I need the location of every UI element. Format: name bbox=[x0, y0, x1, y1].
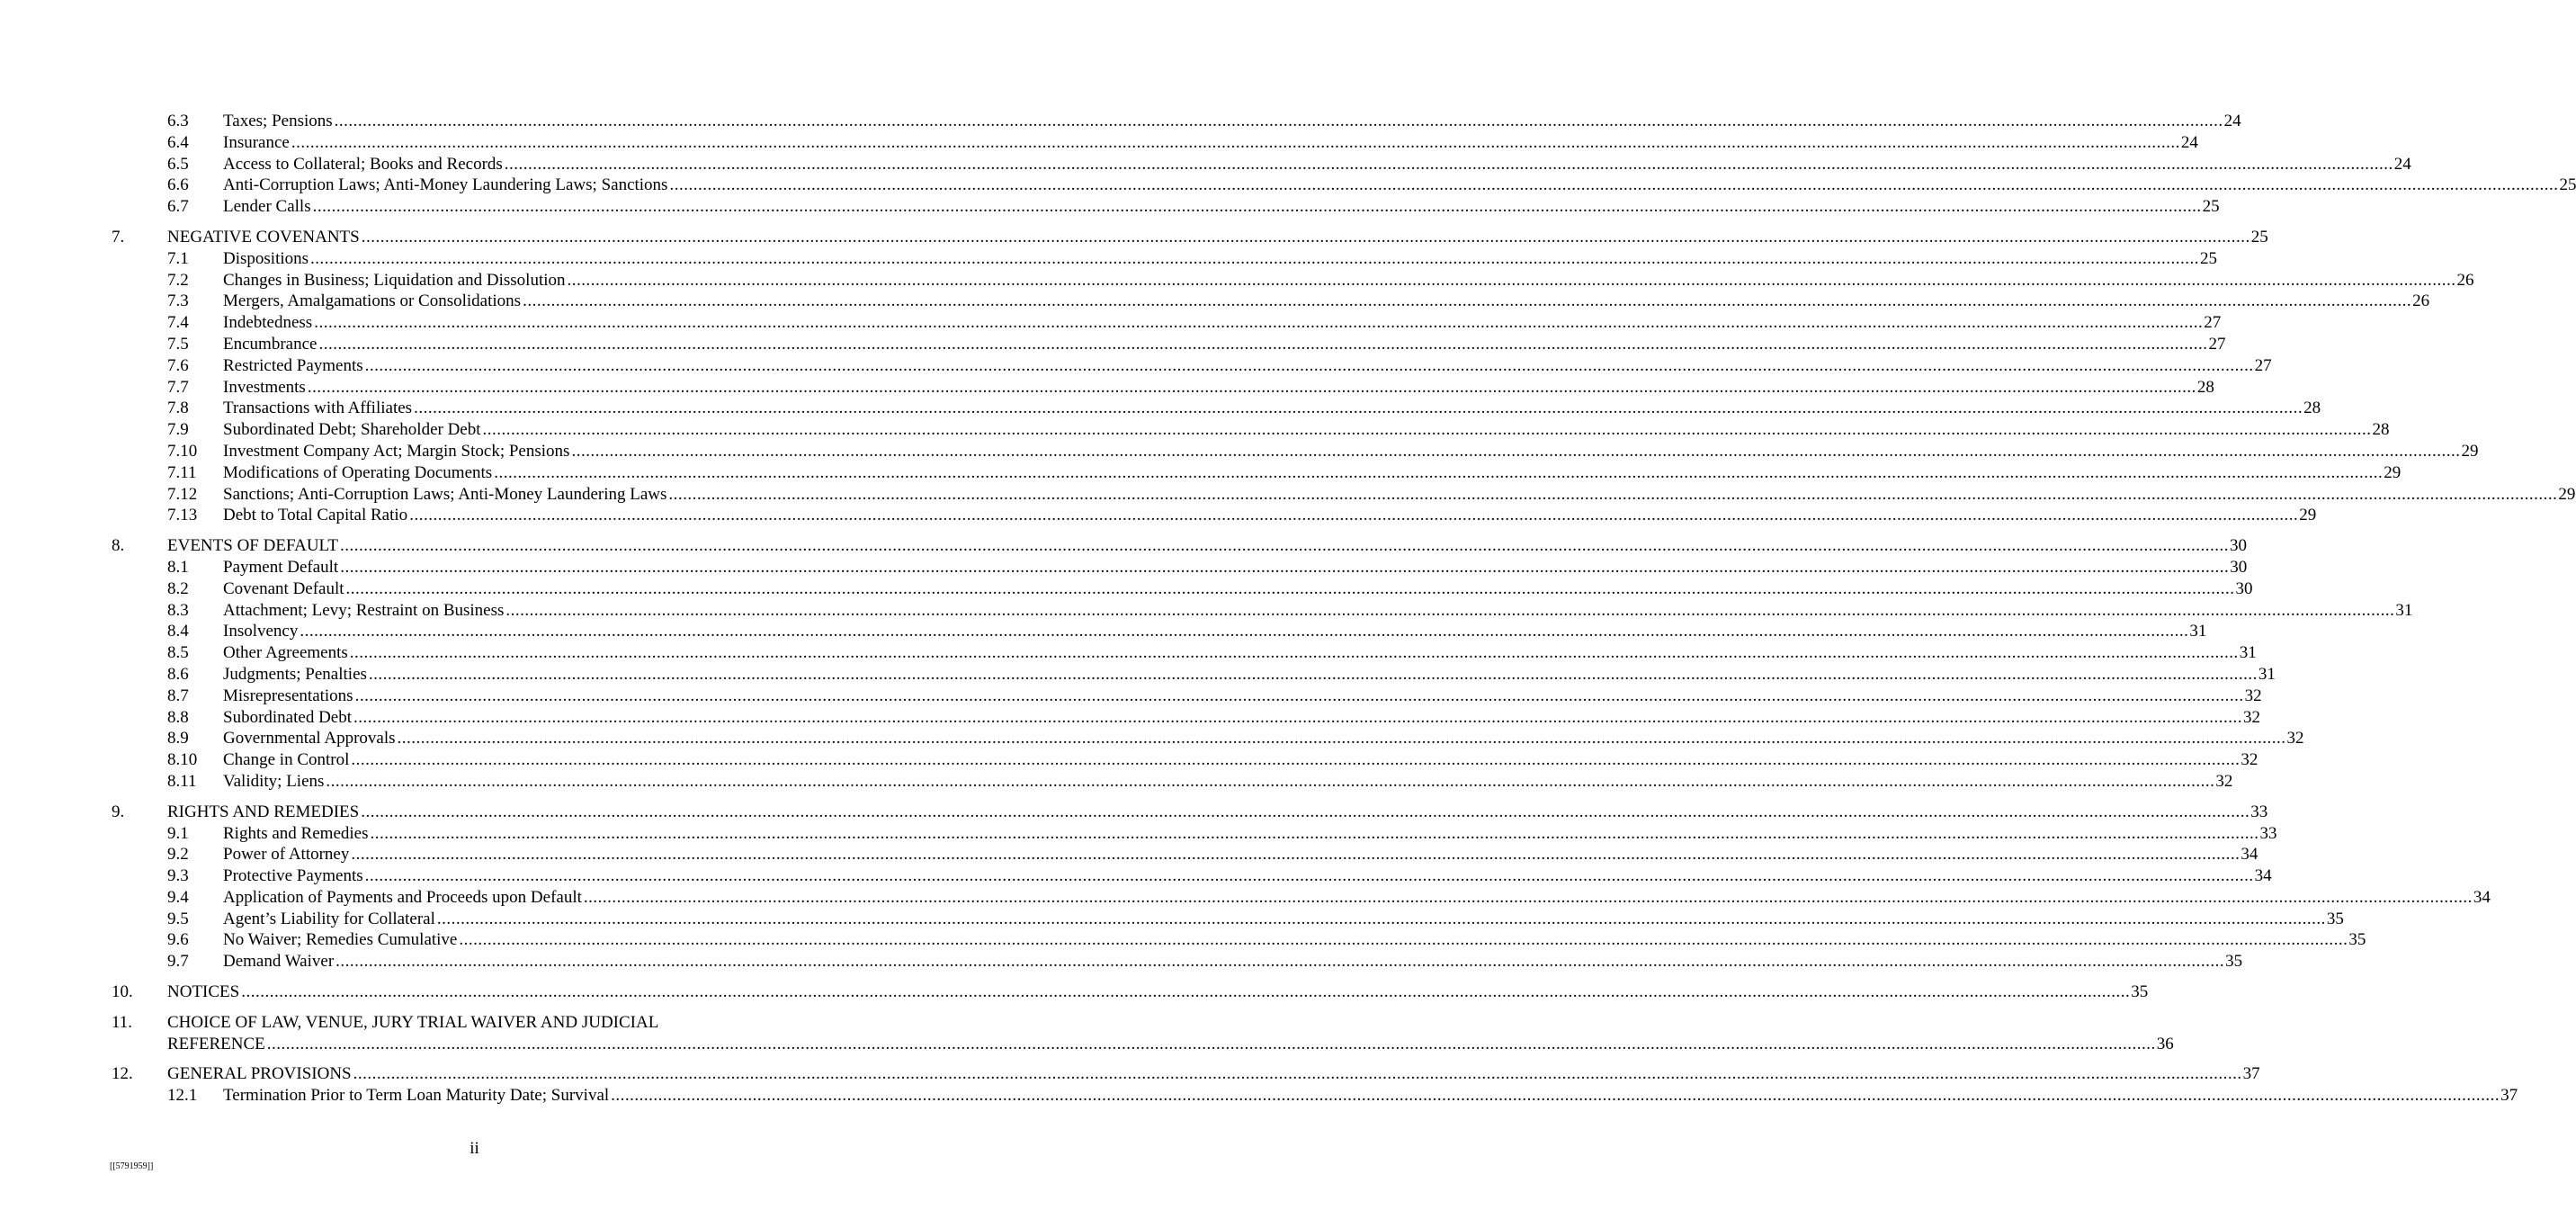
toc-entry-title: Other Agreements bbox=[223, 643, 348, 663]
dot-leader: ................................................................................................................................................................................................................................................................................................................................................................................................................ bbox=[291, 132, 2180, 152]
dot-leader: ................................................................................................................................................................................................................................................................................................................................................................................................................ bbox=[370, 823, 2259, 843]
dot-leader: ................................................................................................................................................................................................................................................................................................................................................................................................................ bbox=[353, 707, 2243, 727]
toc-entry-title: Power of Attorney bbox=[223, 845, 350, 865]
toc-entry-page: 37 bbox=[2500, 1086, 2518, 1106]
toc-entry-number: 7.4 bbox=[167, 313, 189, 333]
dot-leader: ................................................................................................................................................................................................................................................................................................................................................................................................................ bbox=[414, 399, 2303, 418]
toc-entry-title-line1: CHOICE OF LAW, VENUE, JURY TRIAL WAIVER AND JUDICIAL bbox=[167, 1012, 659, 1032]
toc-entry-number: 7.10 bbox=[167, 441, 198, 461]
toc-entry-line bbox=[223, 462, 2402, 484]
toc-entry-page: 32 bbox=[2244, 686, 2262, 705]
toc-entry-page: 34 bbox=[2254, 866, 2272, 886]
toc-entry-page: 25 bbox=[2250, 227, 2268, 246]
toc-entry-title: Restricted Payments bbox=[223, 355, 363, 375]
toc-subsection-entry[interactable] bbox=[112, 154, 2411, 175]
toc-section-entry[interactable] bbox=[112, 982, 2149, 1003]
toc-entry-number: 8.1 bbox=[167, 557, 189, 577]
toc-entry-title: Encumbrance bbox=[223, 334, 318, 354]
toc-subsection-entry[interactable] bbox=[112, 419, 2390, 441]
toc-subsection-entry[interactable] bbox=[112, 175, 2576, 196]
toc-entry-number: 12. bbox=[112, 1064, 133, 1084]
toc-subsection-entry[interactable] bbox=[112, 929, 2366, 951]
toc-entry-number: 7.6 bbox=[167, 355, 189, 375]
toc-entry-number: 8.7 bbox=[167, 686, 189, 705]
toc-entry-title: Dispositions bbox=[223, 248, 309, 268]
toc-entry-line bbox=[223, 398, 2321, 419]
toc-entry-line bbox=[223, 865, 2272, 887]
dot-leader: ................................................................................................................................................................................................................................................................................................................................................................................................................ bbox=[669, 175, 2559, 195]
toc-entry-line bbox=[223, 441, 2479, 462]
dot-leader: ................................................................................................................................................................................................................................................................................................................................................................................................................ bbox=[353, 1064, 2242, 1084]
toc-entry-title: Rights and Remedies bbox=[223, 823, 369, 843]
toc-subsection-entry[interactable] bbox=[112, 334, 2226, 355]
toc-entry-number: 7.7 bbox=[167, 377, 189, 397]
toc-entry-line bbox=[223, 642, 2257, 664]
toc-entry-page: 25 bbox=[2200, 248, 2218, 268]
toc-section-entry[interactable] bbox=[112, 227, 2268, 248]
toc-entry-page: 34 bbox=[2473, 887, 2491, 907]
toc-subsection-entry[interactable] bbox=[112, 686, 2262, 707]
toc-section-entry[interactable] bbox=[112, 1012, 2174, 1055]
dot-leader: ................................................................................................................................................................................................................................................................................................................................................................................................................ bbox=[571, 441, 2461, 461]
toc-subsection-entry[interactable] bbox=[112, 664, 2276, 686]
toc-entry-page: 24 bbox=[2180, 132, 2198, 152]
toc-entry-line bbox=[223, 557, 2248, 578]
toc-entry-title: Access to Collateral; Books and Records bbox=[223, 154, 503, 174]
dot-leader: ................................................................................................................................................................................................................................................................................................................................................................................................................ bbox=[668, 484, 2558, 504]
toc-entry-number: 7.12 bbox=[167, 484, 198, 504]
dot-leader: ................................................................................................................................................................................................................................................................................................................................................................................................................ bbox=[567, 270, 2456, 290]
toc-entry-page: 31 bbox=[2189, 622, 2207, 641]
dot-leader: ................................................................................................................................................................................................................................................................................................................................................................................................................ bbox=[364, 866, 2254, 886]
toc-entry-line bbox=[223, 823, 2277, 845]
toc-entry-line bbox=[223, 686, 2262, 707]
toc-entry-line bbox=[223, 505, 2317, 526]
toc-entry-number: 7.2 bbox=[167, 270, 189, 290]
toc-entry-page: 32 bbox=[2241, 750, 2258, 770]
toc-entry-page: 32 bbox=[2215, 771, 2233, 791]
toc-entry-page: 27 bbox=[2254, 355, 2272, 375]
toc-entry-title: Change in Control bbox=[223, 750, 350, 770]
toc-subsection-entry[interactable] bbox=[112, 355, 2272, 377]
dot-leader: ................................................................................................................................................................................................................................................................................................................................................................................................................ bbox=[345, 578, 2235, 598]
toc-entry-page: 35 bbox=[2225, 952, 2243, 972]
toc-entry-number: 8.3 bbox=[167, 600, 189, 620]
toc-subsection-entry[interactable] bbox=[112, 909, 2344, 930]
toc-entry-number: 6.6 bbox=[167, 175, 189, 195]
dot-leader: ................................................................................................................................................................................................................................................................................................................................................................................................................ bbox=[241, 982, 2131, 1002]
toc-section-entry[interactable] bbox=[112, 535, 2248, 557]
toc-entry-line bbox=[223, 419, 2390, 441]
toc-subsection-entry[interactable] bbox=[112, 111, 2241, 132]
toc-entry-page: 24 bbox=[2393, 154, 2411, 174]
dot-leader: ................................................................................................................................................................................................................................................................................................................................................................................................................ bbox=[364, 355, 2254, 375]
toc-entry-number: 6.7 bbox=[167, 197, 189, 217]
toc-entry-page: 25 bbox=[2202, 197, 2220, 217]
page-number: ii bbox=[470, 1139, 479, 1158]
toc-entry-title: Application of Payments and Proceeds upon Default bbox=[223, 887, 582, 907]
dot-leader: ................................................................................................................................................................................................................................................................................................................................................................................................................ bbox=[340, 557, 2230, 577]
toc-entry-number: 7.5 bbox=[167, 334, 189, 354]
toc-entry-number: 9.5 bbox=[167, 909, 189, 928]
toc-entry-line bbox=[223, 578, 2253, 600]
dot-leader: ................................................................................................................................................................................................................................................................................................................................................................................................................ bbox=[459, 930, 2348, 950]
toc-entry-page: 29 bbox=[2299, 506, 2317, 525]
toc-entry-number: 8.8 bbox=[167, 707, 189, 727]
dot-leader: ................................................................................................................................................................................................................................................................................................................................................................................................................ bbox=[318, 334, 2208, 354]
toc-subsection-entry[interactable] bbox=[112, 844, 2258, 865]
toc-entry-line bbox=[223, 291, 2430, 312]
toc-entry-page: 30 bbox=[2230, 557, 2248, 577]
toc-entry-title: Transactions with Affiliates bbox=[223, 399, 413, 418]
toc-entry-page: 33 bbox=[2259, 823, 2277, 843]
toc-entry-title: GENERAL PROVISIONS bbox=[167, 1064, 352, 1084]
toc-entry-title: Agent’s Liability for Collateral bbox=[223, 909, 435, 928]
toc-entry-line bbox=[223, 270, 2474, 291]
toc-entry-title: Taxes; Pensions bbox=[223, 112, 333, 130]
toc-entry-line bbox=[223, 484, 2576, 506]
toc-entry-number: 6.3 bbox=[167, 112, 189, 130]
toc-entry-number: 8. bbox=[112, 536, 125, 556]
toc-subsection-entry[interactable] bbox=[112, 248, 2218, 270]
toc-entry-title: Validity; Liens bbox=[223, 771, 325, 791]
toc-entry-title: Subordinated Debt bbox=[223, 707, 353, 727]
toc-entry-line bbox=[223, 771, 2233, 793]
dot-leader: ................................................................................................................................................................................................................................................................................................................................................................................................................ bbox=[334, 112, 2223, 130]
toc-subsection-entry[interactable] bbox=[112, 462, 2402, 484]
dot-leader: ................................................................................................................................................................................................................................................................................................................................................................................................................ bbox=[494, 462, 2384, 482]
dot-leader: ................................................................................................................................................................................................................................................................................................................................................................................................................ bbox=[340, 536, 2230, 556]
toc-entry-number: 9.1 bbox=[167, 823, 189, 843]
toc-entry-page: 26 bbox=[2412, 291, 2430, 311]
toc-entry-number: 12.1 bbox=[167, 1086, 198, 1106]
dot-leader: ................................................................................................................................................................................................................................................................................................................................................................................................................ bbox=[354, 686, 2244, 705]
toc-subsection-entry[interactable] bbox=[112, 887, 2491, 909]
dot-leader: ................................................................................................................................................................................................................................................................................................................................................................................................................ bbox=[361, 227, 2250, 246]
toc-entry-page: 31 bbox=[2395, 600, 2413, 620]
toc-entry-title: Mergers, Amalgamations or Consolidations bbox=[223, 291, 522, 311]
dot-leader: ................................................................................................................................................................................................................................................................................................................................................................................................................ bbox=[583, 887, 2473, 907]
toc-entry-title: Demand Waiver bbox=[223, 952, 335, 972]
toc-entry-line bbox=[223, 844, 2258, 865]
toc-subsection-entry[interactable] bbox=[112, 398, 2321, 419]
toc-subsection-entry[interactable] bbox=[112, 377, 2214, 399]
toc-entry-number: 8.9 bbox=[167, 729, 189, 748]
toc-subsection-entry[interactable] bbox=[112, 441, 2479, 462]
dot-leader: ................................................................................................................................................................................................................................................................................................................................................................................................................ bbox=[409, 506, 2299, 525]
toc-entry-title: Protective Payments bbox=[223, 866, 363, 886]
dot-leader: ................................................................................................................................................................................................................................................................................................................................................................................................................ bbox=[310, 248, 2200, 268]
toc-entry-title: No Waiver; Remedies Cumulative bbox=[223, 930, 458, 950]
toc-subsection-entry[interactable] bbox=[112, 823, 2277, 845]
toc-entry-line bbox=[167, 227, 2268, 248]
toc-entry-page: 30 bbox=[2235, 578, 2253, 598]
dot-leader: ................................................................................................................................................................................................................................................................................................................................................................................................................ bbox=[266, 1034, 2156, 1053]
toc-entry-number: 9.6 bbox=[167, 930, 189, 950]
toc-entry-page: 31 bbox=[2239, 643, 2257, 663]
toc-entry-number: 10. bbox=[112, 982, 133, 1002]
toc-entry-number: 11. bbox=[112, 1012, 133, 1032]
toc-entry-number: 7.13 bbox=[167, 506, 198, 525]
toc-entry-title: Judgments; Penalties bbox=[223, 664, 367, 684]
toc-entry-page: 35 bbox=[2326, 909, 2344, 928]
toc-entry-line bbox=[223, 664, 2276, 686]
toc-entry-line bbox=[223, 728, 2304, 749]
toc-entry-line bbox=[167, 802, 2268, 823]
toc-entry-page: 36 bbox=[2156, 1034, 2174, 1053]
toc-entry-number: 8.5 bbox=[167, 643, 189, 663]
dot-leader: ................................................................................................................................................................................................................................................................................................................................................................................................................ bbox=[361, 802, 2250, 821]
dot-leader: ................................................................................................................................................................................................................................................................................................................................................................................................................ bbox=[307, 377, 2196, 397]
toc-entry-title: Governmental Approvals bbox=[223, 729, 396, 748]
toc-entry-line bbox=[223, 600, 2413, 622]
dot-leader: ................................................................................................................................................................................................................................................................................................................................................................................................................ bbox=[436, 909, 2326, 928]
toc-entry-title: Insolvency bbox=[223, 622, 299, 641]
toc-entry-line bbox=[223, 951, 2243, 973]
toc-entry-page: 28 bbox=[2303, 399, 2321, 418]
toc-entry-number: 9.4 bbox=[167, 887, 189, 907]
dot-leader: ................................................................................................................................................................................................................................................................................................................................................................................................................ bbox=[482, 420, 2372, 440]
toc-subsection-entry[interactable] bbox=[112, 865, 2272, 887]
dot-leader: ................................................................................................................................................................................................................................................................................................................................................................................................................ bbox=[523, 291, 2412, 311]
dot-leader: ................................................................................................................................................................................................................................................................................................................................................................................................................ bbox=[611, 1086, 2500, 1106]
toc-entry-page: 29 bbox=[2558, 484, 2576, 504]
toc-entry-title: Indebtedness bbox=[223, 313, 313, 333]
toc-entry-page: 34 bbox=[2241, 845, 2258, 865]
toc-entry-line bbox=[223, 749, 2258, 771]
toc-entry-number: 8.4 bbox=[167, 622, 189, 641]
document-id: [[5791959]] bbox=[110, 1161, 154, 1171]
toc-subsection-entry[interactable] bbox=[112, 749, 2258, 771]
toc-subsection-entry[interactable] bbox=[112, 1085, 2518, 1107]
dot-leader: ................................................................................................................................................................................................................................................................................................................................................................................................................ bbox=[314, 313, 2204, 333]
toc-entry-number: 7.8 bbox=[167, 399, 189, 418]
toc-entry-title: Investment Company Act; Margin Stock; Pensions bbox=[223, 441, 570, 461]
dot-leader: ................................................................................................................................................................................................................................................................................................................................................................................................................ bbox=[351, 750, 2241, 770]
toc-entry-line bbox=[223, 196, 2220, 218]
toc-entry-number: 9.2 bbox=[167, 845, 189, 865]
table-of-contents bbox=[112, 111, 2576, 1107]
toc-subsection-entry[interactable] bbox=[112, 728, 2304, 749]
toc-entry-page: 32 bbox=[2243, 707, 2261, 727]
toc-entry-page: 28 bbox=[2196, 377, 2214, 397]
toc-entry-line bbox=[223, 312, 2222, 334]
toc-entry-line bbox=[223, 377, 2214, 399]
toc-entry-number: 8.6 bbox=[167, 664, 189, 684]
toc-entry-line bbox=[223, 132, 2198, 154]
toc-entry-page: 35 bbox=[2131, 982, 2149, 1002]
toc-subsection-entry[interactable] bbox=[112, 621, 2207, 642]
toc-entry-line bbox=[223, 175, 2576, 196]
toc-entry-page: 37 bbox=[2242, 1064, 2260, 1084]
toc-entry-line bbox=[223, 334, 2226, 355]
toc-entry-title: Insurance bbox=[223, 132, 290, 152]
toc-entry-title: Investments bbox=[223, 377, 306, 397]
dot-leader: ................................................................................................................................................................................................................................................................................................................................................................................................................ bbox=[326, 771, 2215, 791]
dot-leader: ................................................................................................................................................................................................................................................................................................................................................................................................................ bbox=[312, 197, 2202, 217]
toc-entry-number: 7.11 bbox=[167, 462, 197, 482]
toc-subsection-entry[interactable] bbox=[112, 484, 2576, 506]
toc-entry-number: 7.9 bbox=[167, 420, 189, 440]
dot-leader: ................................................................................................................................................................................................................................................................................................................................................................................................................ bbox=[368, 664, 2258, 684]
toc-subsection-entry[interactable] bbox=[112, 557, 2248, 578]
dot-leader: ................................................................................................................................................................................................................................................................................................................................................................................................................ bbox=[349, 643, 2239, 663]
toc-entry-title: Modifications of Operating Documents bbox=[223, 462, 493, 482]
toc-entry-title: Termination Prior to Term Loan Maturity Date; Survival bbox=[223, 1086, 610, 1106]
toc-entry-line bbox=[223, 355, 2272, 377]
toc-entry-number: 6.4 bbox=[167, 132, 189, 152]
toc-entry-title: Lender Calls bbox=[223, 197, 311, 217]
toc-subsection-entry[interactable] bbox=[112, 312, 2222, 334]
toc-entry-title: REFERENCE bbox=[167, 1034, 265, 1053]
toc-entry-line bbox=[223, 929, 2366, 951]
toc-entry-title: Payment Default bbox=[223, 557, 339, 577]
toc-entry-page: 32 bbox=[2286, 729, 2304, 748]
toc-entry-page: 31 bbox=[2258, 664, 2276, 684]
toc-entry-line bbox=[223, 707, 2261, 729]
toc-entry-page: 28 bbox=[2372, 420, 2390, 440]
toc-entry-page: 27 bbox=[2204, 313, 2222, 333]
toc-section-entry[interactable] bbox=[112, 802, 2268, 823]
dot-leader: ................................................................................................................................................................................................................................................................................................................................................................................................................ bbox=[351, 845, 2241, 865]
toc-entry-number: 8.10 bbox=[167, 750, 198, 770]
toc-entry-title: EVENTS OF DEFAULT bbox=[167, 536, 339, 556]
toc-entry-title: Misrepresentations bbox=[223, 686, 353, 705]
toc-entry-number: 9.3 bbox=[167, 866, 189, 886]
toc-entry-page: 27 bbox=[2208, 334, 2226, 354]
toc-entry-number: 7.3 bbox=[167, 291, 189, 311]
toc-entry-title: Changes in Business; Liquidation and Dissolution bbox=[223, 270, 566, 290]
toc-entry-title: Covenant Default bbox=[223, 578, 344, 598]
toc-entry-title: Subordinated Debt; Shareholder Debt bbox=[223, 420, 481, 440]
toc-entry-number: 8.11 bbox=[167, 771, 197, 791]
toc-entry-number: 9. bbox=[112, 802, 125, 821]
dot-leader: ................................................................................................................................................................................................................................................................................................................................................................................................................ bbox=[335, 952, 2225, 972]
toc-entry-number: 7.1 bbox=[167, 248, 189, 268]
dot-leader: ................................................................................................................................................................................................................................................................................................................................................................................................................ bbox=[505, 600, 2395, 620]
toc-entry-title: Sanctions; Anti-Corruption Laws; Anti-Money Laundering Laws bbox=[223, 484, 667, 504]
toc-entry-number: 7. bbox=[112, 227, 125, 246]
toc-subsection-entry[interactable] bbox=[112, 707, 2261, 729]
toc-entry-page: 29 bbox=[2461, 441, 2479, 461]
toc-entry-title: Attachment; Levy; Restraint on Business bbox=[223, 600, 505, 620]
toc-subsection-entry[interactable] bbox=[112, 196, 2220, 218]
toc-subsection-entry[interactable] bbox=[112, 578, 2253, 600]
toc-subsection-entry[interactable] bbox=[112, 951, 2243, 973]
toc-subsection-entry[interactable] bbox=[112, 600, 2413, 622]
toc-subsection-entry[interactable] bbox=[112, 132, 2198, 154]
dot-leader: ................................................................................................................................................................................................................................................................................................................................................................................................................ bbox=[300, 622, 2189, 641]
toc-entry-page: 24 bbox=[2223, 112, 2241, 130]
toc-entry-line bbox=[167, 1063, 2260, 1085]
toc-entry-title: RIGHTS AND REMEDIES bbox=[167, 802, 360, 821]
toc-entry-line bbox=[223, 1085, 2518, 1107]
toc-entry-page: 25 bbox=[2559, 175, 2576, 195]
toc-entry-page: 35 bbox=[2348, 930, 2366, 950]
toc-entry-page: 33 bbox=[2250, 802, 2268, 821]
toc-entry-line bbox=[167, 535, 2248, 557]
toc-subsection-entry[interactable] bbox=[112, 771, 2233, 793]
toc-subsection-entry[interactable] bbox=[112, 270, 2474, 291]
toc-entry-line bbox=[223, 248, 2218, 270]
toc-entry-line bbox=[223, 621, 2207, 642]
toc-subsection-entry[interactable] bbox=[112, 291, 2430, 312]
toc-entry-title: NOTICES bbox=[167, 982, 240, 1002]
toc-entry-line bbox=[223, 111, 2241, 132]
toc-entry-line bbox=[167, 1034, 2174, 1055]
toc-entry-title: Debt to Total Capital Ratio bbox=[223, 506, 408, 525]
toc-entry-number: 8.2 bbox=[167, 578, 189, 598]
toc-entry-page: 26 bbox=[2456, 270, 2474, 290]
toc-entry-page: 30 bbox=[2230, 536, 2248, 556]
toc-entry-page: 29 bbox=[2384, 462, 2402, 482]
toc-subsection-entry[interactable] bbox=[112, 642, 2257, 664]
toc-entry-line bbox=[223, 887, 2491, 909]
toc-subsection-entry[interactable] bbox=[112, 505, 2317, 526]
toc-entry-title: NEGATIVE COVENANTS bbox=[167, 227, 360, 246]
dot-leader: ................................................................................................................................................................................................................................................................................................................................................................................................................ bbox=[397, 729, 2286, 748]
toc-entry-line bbox=[223, 154, 2411, 175]
toc-section-entry[interactable] bbox=[112, 1063, 2260, 1085]
toc-entry-number: 6.5 bbox=[167, 154, 189, 174]
toc-entry-line bbox=[223, 909, 2344, 930]
toc-entry-title: Anti-Corruption Laws; Anti-Money Laundering Laws; Sanctions bbox=[223, 175, 668, 195]
dot-leader: ................................................................................................................................................................................................................................................................................................................................................................................................................ bbox=[504, 154, 2393, 174]
toc-entry-number: 9.7 bbox=[167, 952, 189, 972]
toc-entry-line bbox=[167, 982, 2149, 1003]
